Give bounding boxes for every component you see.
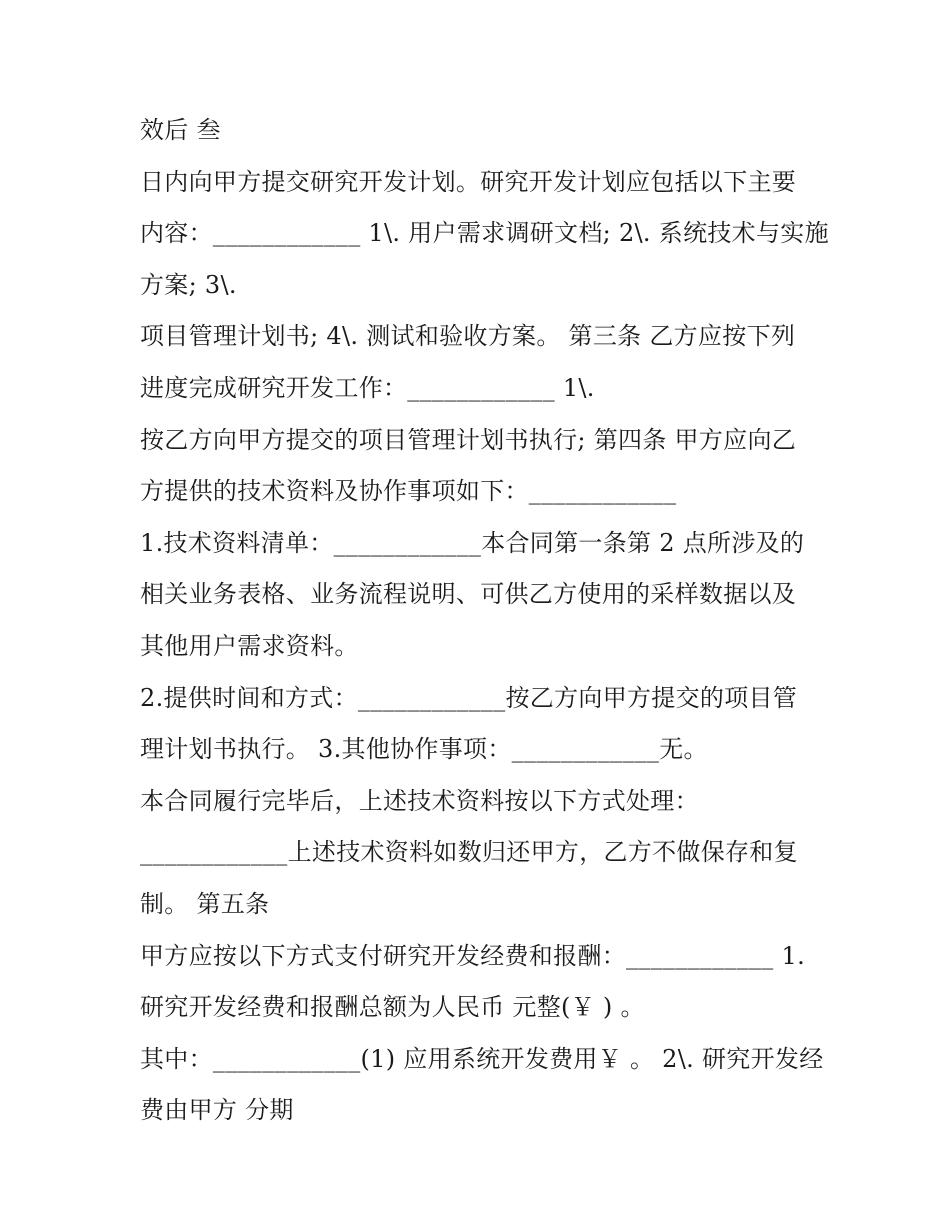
text-line: 研究开发经费和报酬总额为人民币 元整(￥ ) 。	[140, 993, 645, 1022]
text-line: 方案; 3\.	[140, 270, 237, 299]
text-line: 2.提供时间和方式：____________按乙方向甲方提交的项目管	[140, 683, 798, 712]
text-line: 其他用户需求资料。	[140, 631, 359, 660]
text-line: 甲方应按以下方式支付研究开发经费和报酬：____________ 1.	[140, 941, 806, 970]
text-line: 制。 第五条	[140, 889, 270, 918]
text-line: 理计划书执行。 3.其他协作事项：____________无。	[140, 735, 708, 764]
text-line: 本合同履行完毕后，上述技术资料按以下方式处理：	[140, 786, 699, 815]
text-line: 按乙方向甲方提交的项目管理计划书执行; 第四条 甲方应向乙	[140, 425, 797, 454]
text-line: 费由甲方 分期	[140, 1096, 294, 1125]
text-line: ____________上述技术资料如数归还甲方，乙方不做保存和复	[140, 838, 798, 867]
text-line: 内容：____________ 1\. 用户需求调研文档; 2\. 系统技术与实施	[140, 219, 829, 248]
text-line: 进度完成研究开发工作：____________ 1\.	[140, 373, 595, 402]
text-line: 其中：____________(1) 应用系统开发费用￥ 。 2\. 研究开发经	[140, 1044, 824, 1073]
text-line: 1.技术资料清单：____________本合同第一条第 2 点所涉及的	[140, 528, 805, 557]
document-body	[140, 110, 829, 1142]
text-line: 日内向甲方提交研究开发计划。研究开发计划应包括以下主要	[140, 167, 797, 196]
text-line: 方提供的技术资料及协作事项如下：____________	[140, 477, 677, 506]
text-line: 效后 叁	[140, 116, 221, 144]
text-line: 相关业务表格、业务流程说明、可供乙方使用的采样数据以及	[140, 580, 797, 609]
text-line: 项目管理计划书; 4\. 测试和验收方案。 第三条 乙方应按下列	[140, 322, 796, 351]
